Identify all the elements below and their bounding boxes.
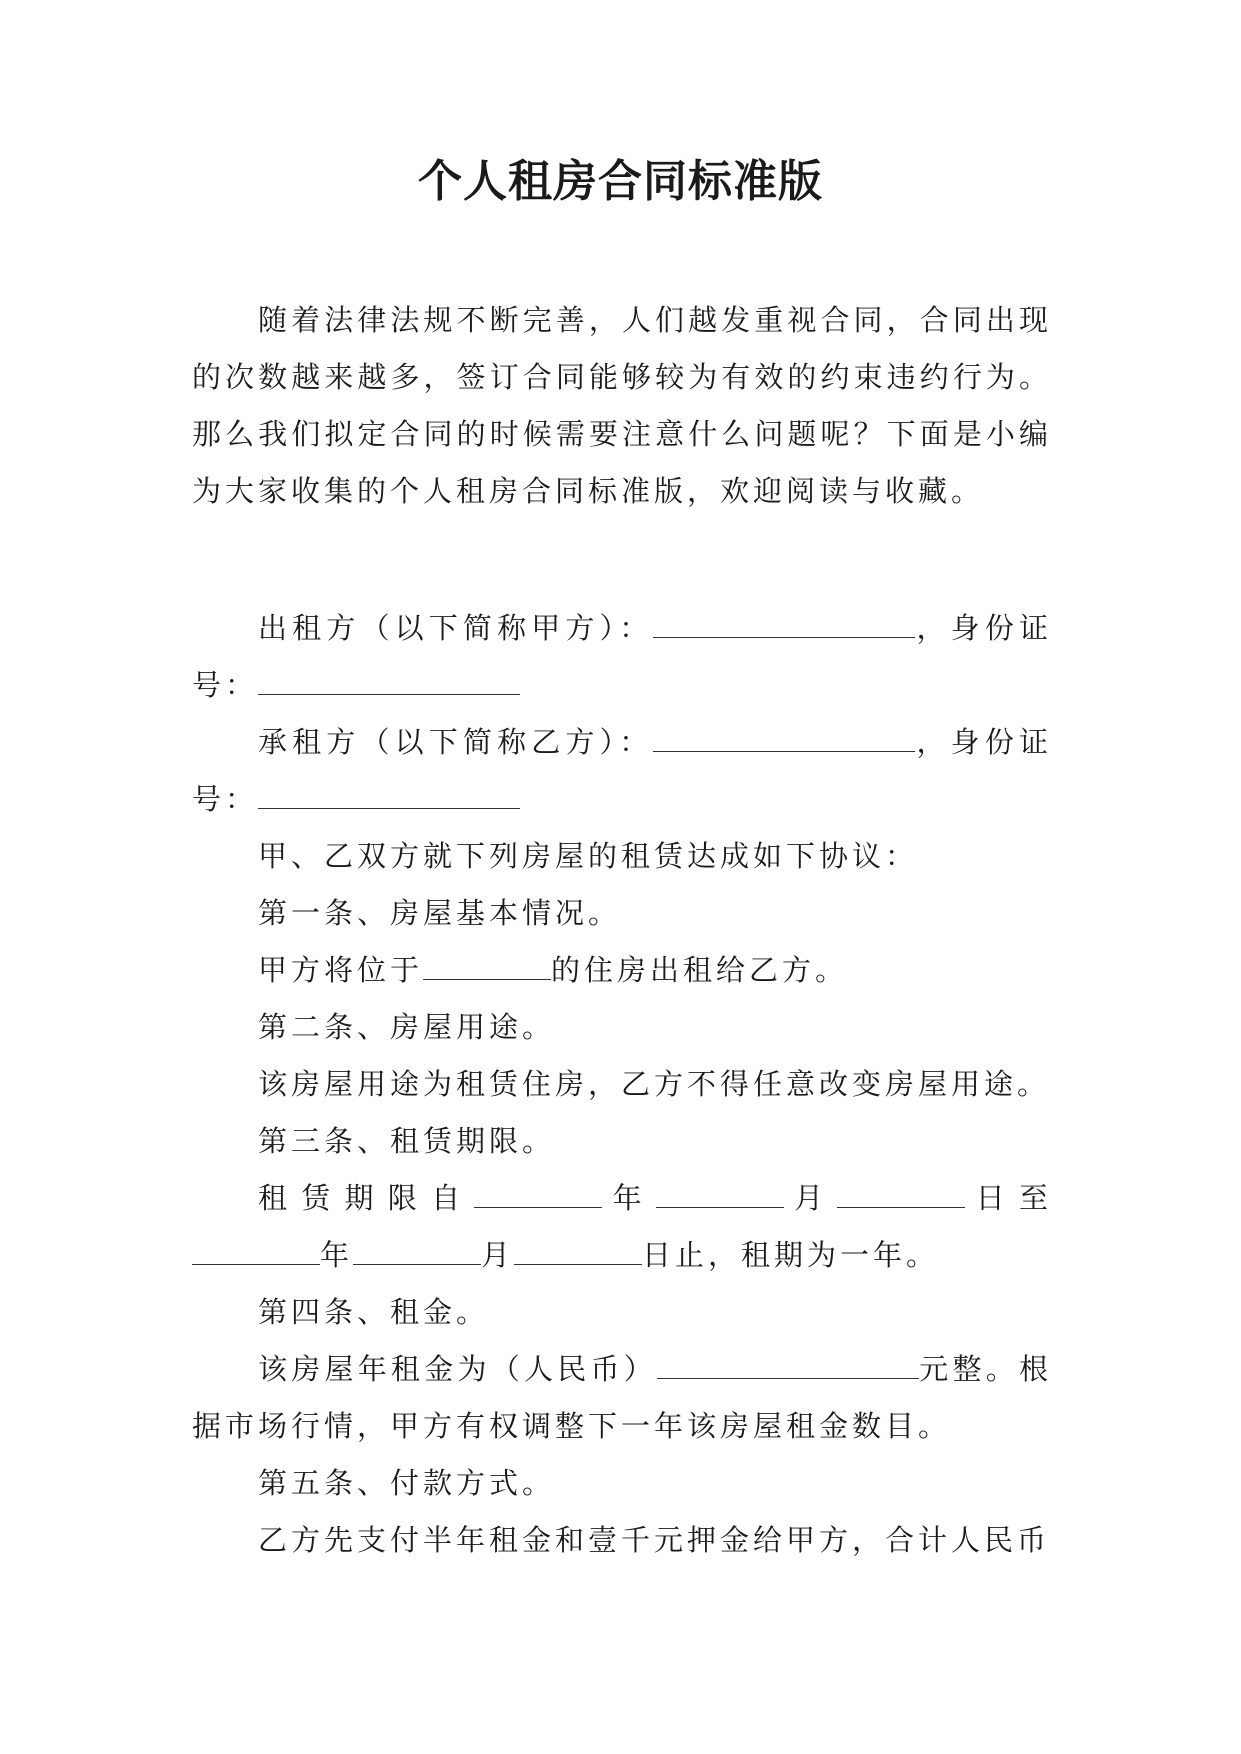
article-4-text — [192, 1341, 1052, 1455]
lessor-id-blank — [258, 670, 520, 695]
start-month-blank — [656, 1183, 784, 1208]
end-year-blank — [192, 1240, 320, 1265]
lessor-line — [192, 600, 1052, 714]
start-year-blank — [474, 1183, 602, 1208]
article-5-title: 第五条、付款方式。 — [258, 1466, 556, 1500]
article-4-text-a: 该房屋年租金为（人民币） — [258, 1352, 657, 1386]
lessee-id-label: ，身份证号： — [192, 725, 1052, 816]
lessor-label: 出租方（以下简称甲方）： — [258, 611, 654, 645]
article-5-text: 乙方先支付半年租金和壹千元押金给甲方，合计人民币 — [258, 1523, 1051, 1557]
lease-until-label: 日止，租期为一年。 — [642, 1238, 940, 1272]
lessee-name-blank — [653, 727, 915, 752]
lessee-id-blank — [258, 784, 520, 809]
intro-paragraph: 随着法律法规不断完善，人们越发重视合同，合同出现的次数越来越多，签订合同能够较为有效的约束违约行为。那么我们拟定合同的时候需要注意什么问题呢？下面是小编为大家收集的个人租房合同标准版，欢迎阅读与收藏。 — [192, 303, 1052, 508]
end-month-blank — [353, 1240, 481, 1265]
start-year-unit: 年 — [602, 1181, 656, 1215]
end-month-unit: 月 — [481, 1238, 515, 1272]
article-1-text — [192, 942, 1052, 999]
article-1-title: 第一条、房屋基本情况。 — [258, 896, 622, 930]
article-3-title: 第三条、租赁期限。 — [258, 1124, 556, 1158]
lessor-name-blank — [653, 613, 915, 638]
start-day-unit: 日至 — [965, 1181, 1052, 1215]
article-2-title: 第二条、房屋用途。 — [258, 1010, 556, 1044]
lessee-line — [192, 714, 1052, 828]
end-day-blank — [514, 1240, 642, 1265]
section-spacer — [192, 520, 1052, 600]
end-year-unit: 年 — [320, 1238, 354, 1272]
document-body — [192, 292, 1052, 1569]
article-4-title: 第四条、租金。 — [258, 1295, 490, 1329]
rent-amount-blank — [657, 1354, 919, 1379]
agreement-line: 甲、乙双方就下列房屋的租赁达成如下协议： — [258, 839, 919, 873]
address-blank — [423, 955, 551, 980]
lessee-label: 承租方（以下简称乙方）： — [258, 725, 654, 759]
article-1-text-a: 甲方将位于 — [258, 953, 424, 987]
article-2-text: 该房屋用途为租赁住房，乙方不得任意改变房屋用途。 — [258, 1067, 1051, 1101]
article-4-text-b: 元整。根据市场行情，甲方有权调整下一年该房屋租金数目。 — [192, 1352, 1052, 1443]
article-3-text — [192, 1170, 1052, 1284]
start-month-unit: 月 — [783, 1181, 838, 1215]
article-1-text-b: 的住房出租给乙方。 — [551, 953, 849, 987]
document-title: 个人租房合同标准版 — [418, 156, 823, 207]
start-day-blank — [837, 1183, 965, 1208]
lease-from-label: 租赁期限自 — [258, 1181, 475, 1215]
lessor-id-label: ，身份证号： — [192, 611, 1052, 702]
